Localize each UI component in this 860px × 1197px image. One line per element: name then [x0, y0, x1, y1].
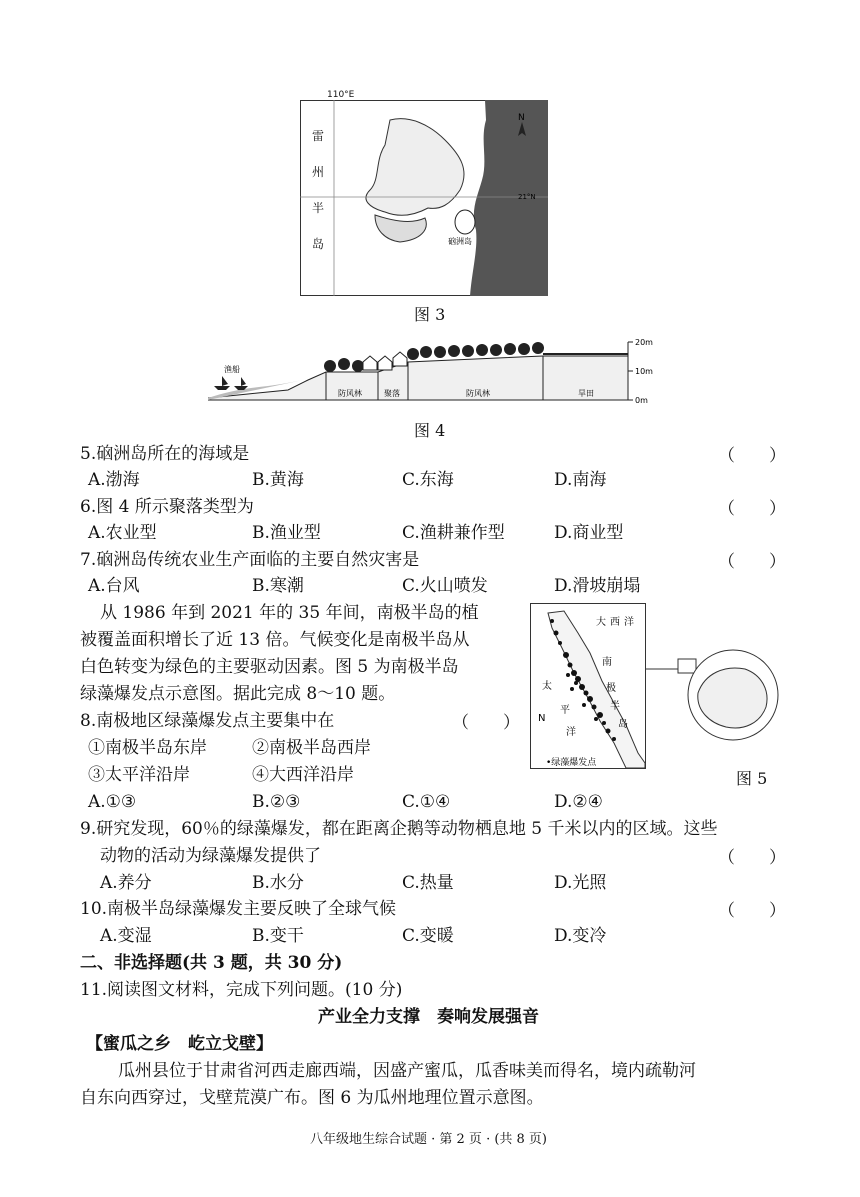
boat-label: 渔船	[224, 365, 240, 374]
fig5-label-ping: 平	[560, 705, 570, 716]
figure-3-map	[300, 100, 548, 296]
fig5-label-nan: 南	[602, 657, 612, 668]
q9-opt-d: D.光照	[554, 873, 607, 893]
q8-opt-d: D.②④	[554, 792, 603, 812]
q7-opt-d: D.滑坡崩塌	[554, 576, 641, 596]
fig5-label-da: 大	[596, 617, 606, 628]
figure-4-caption: 图 4	[414, 421, 446, 440]
q10-opt-d: D.变冷	[554, 926, 607, 946]
q9-opt-a: A.养分	[100, 873, 152, 893]
page-footer: 八年级地生综合试题 · 第 2 页 · (共 8 页)	[310, 1132, 548, 1147]
q8-stem: 8.南极地区绿藻爆发点主要集中在	[80, 711, 335, 731]
zone-settlement: 聚落	[384, 389, 400, 398]
q7-opt-a: A.台风	[88, 576, 140, 596]
q8-opt-b: B.②③	[252, 792, 301, 812]
q10-opt-a: A.变湿	[100, 926, 152, 946]
left-label: 雷 州 半 岛	[312, 129, 325, 251]
q5-opt-b: B.黄海	[252, 470, 304, 490]
fig5-label-xi: 西	[610, 617, 620, 628]
q10-opt-c: C.变暖	[402, 926, 454, 946]
scale-10m: 10m	[635, 367, 653, 376]
q11-stem: 11.阅读图文材料，完成下列问题。(10 分)	[80, 980, 403, 1000]
fig5-legend: •绿藻爆发点	[546, 758, 597, 768]
q8-item-4: ④大西洋沿岸	[252, 765, 354, 785]
q7-bracket: （ ）	[718, 552, 786, 572]
q7-stem: 7.硇洲岛传统农业生产面临的主要自然灾害是	[80, 550, 420, 570]
passage-line-3: 白色转变为绿色的主要驱动因素。图 5 为南极半岛	[80, 657, 459, 677]
q8-opt-a: A.①③	[88, 792, 137, 812]
q8-opt-c: C.①④	[402, 792, 451, 812]
figure-5-map	[530, 603, 780, 771]
zone-windbreak-2: 防风林	[466, 389, 490, 398]
material-subheading: 【蜜瓜之乡 屹立戈壁】	[86, 1034, 273, 1054]
section-2-heading: 二、非选择题(共 3 题，共 30 分)	[80, 953, 343, 973]
q9-stem-2: 动物的活动为绿藻爆发提供了	[100, 846, 321, 866]
figure-5-caption: 图 5	[736, 769, 768, 788]
passage-line-2: 被覆盖面积增长了近 13 倍。气候变化是南极半岛从	[80, 630, 470, 650]
fig5-label-yang2: 洋	[566, 727, 576, 738]
passage-line-4: 绿藻爆发点示意图。据此完成 8～10 题。	[80, 684, 396, 704]
q10-opt-b: B.变干	[252, 926, 304, 946]
fig5-north: N	[538, 713, 546, 724]
q10-bracket: （ ）	[718, 901, 786, 921]
figure-4-profile	[208, 336, 668, 406]
fig5-label-ban: 半	[610, 701, 620, 712]
scale-0m: 0m	[635, 396, 648, 405]
q9-bracket: （ ）	[718, 848, 786, 868]
zone-windbreak-1: 防风林	[338, 389, 362, 398]
body-line-2: 自东向西穿过，戈壁荒漠广布。图 6 为瓜州地理位置示意图。	[80, 1088, 544, 1108]
passage-line-1: 从 1986 年到 2021 年的 35 年间，南极半岛的植	[100, 603, 479, 623]
q8-item-1: ①南极半岛东岸	[88, 738, 207, 758]
q8-item-3: ③太平洋沿岸	[88, 765, 190, 785]
q6-stem: 6.图 4 所示聚落类型为	[80, 497, 254, 517]
figure-3-caption: 图 3	[414, 305, 446, 324]
lat-label: 21°N	[518, 193, 536, 201]
q6-bracket: （ ）	[718, 499, 786, 519]
q5-opt-c: C.东海	[402, 470, 454, 490]
material-heading: 产业全力支撑 奏响发展强音	[318, 1007, 539, 1027]
q6-opt-b: B.渔业型	[252, 523, 321, 543]
q8-bracket: （ ）	[452, 713, 520, 733]
body-line-1: 瓜州县位于甘肃省河西走廊西端，因盛产蜜瓜，瓜香味美而得名，境内疏勒河	[118, 1061, 696, 1081]
zone-dryfield: 旱田	[578, 389, 594, 398]
scale-20m: 20m	[635, 338, 653, 347]
q5-opt-a: A.渤海	[88, 470, 140, 490]
q6-opt-c: C.渔耕兼作型	[402, 523, 505, 543]
q7-opt-b: B.寒潮	[252, 576, 304, 596]
lon-label: 110°E	[327, 90, 355, 100]
q6-opt-a: A.农业型	[88, 523, 157, 543]
q5-stem: 5.硇洲岛所在的海域是	[80, 444, 250, 464]
fig5-label-tai: 太	[542, 681, 552, 692]
q9-opt-c: C.热量	[402, 873, 454, 893]
fig5-label-ji: 极	[606, 683, 616, 694]
q8-item-2: ②南极半岛西岸	[252, 738, 371, 758]
fig5-label-yang: 洋	[624, 617, 634, 628]
q5-opt-d: D.南海	[554, 470, 607, 490]
q9-opt-b: B.水分	[252, 873, 304, 893]
north-label: N	[518, 113, 525, 123]
q10-stem: 10.南极半岛绿藻爆发主要反映了全球气候	[80, 899, 397, 919]
fig5-label-dao: 岛	[618, 719, 628, 730]
q5-bracket: （ ）	[718, 446, 786, 466]
q9-stem-1: 9.研究发现，60％的绿藻爆发，都在距离企鹅等动物栖息地 5 千米以内的区域。这些	[80, 819, 718, 839]
q7-opt-c: C.火山喷发	[402, 576, 488, 596]
island-label: 硇洲岛	[448, 237, 472, 246]
q6-opt-d: D.商业型	[554, 523, 624, 543]
